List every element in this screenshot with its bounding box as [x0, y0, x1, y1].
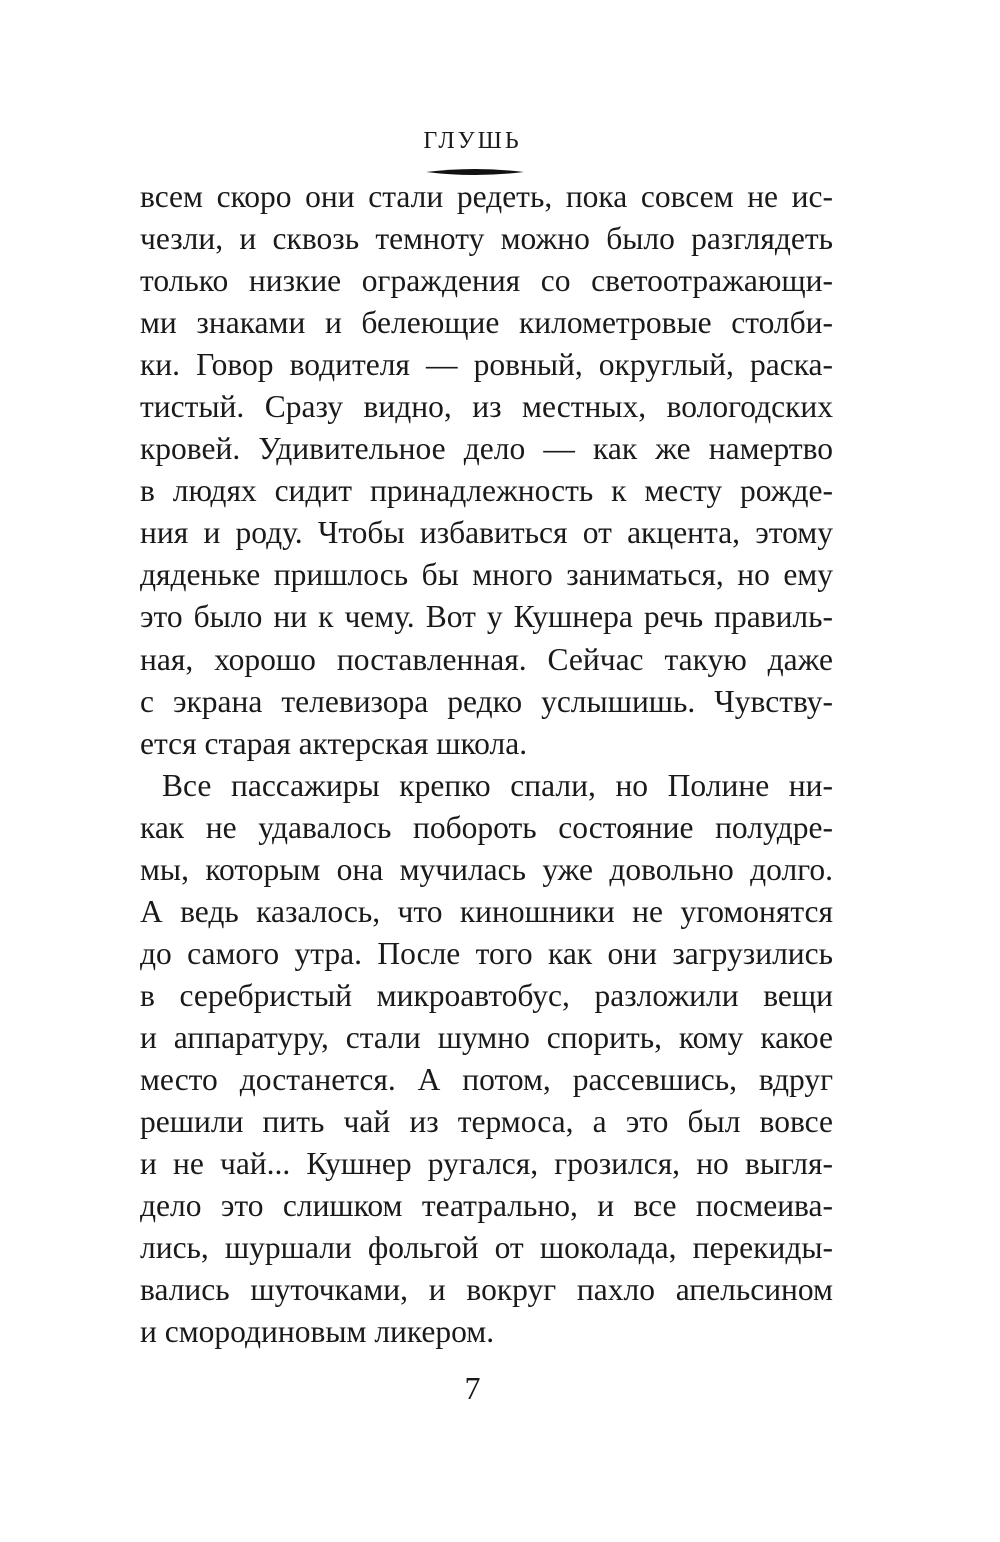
text-line: место достанется. А потом, рассевшись, вдруг — [140, 1061, 833, 1097]
text-line: и смородиновым ликером. — [140, 1314, 495, 1350]
text-line: ния и роду. Чтобы избавиться от акцента, этому — [140, 515, 833, 551]
text-line: ется старая актерская школа. — [140, 725, 528, 761]
text-line: ки. Говор водителя — ровный, округлый, раска- — [140, 347, 833, 383]
text-line: как не удавалось побороть состояние полудре- — [140, 809, 833, 845]
text-line: всем скоро они стали редеть, пока совсем не ис- — [140, 179, 833, 214]
text-line: до самого утра. После того как они загрузились — [140, 935, 833, 971]
text-line: лись, шуршали фольгой от шоколада, перекиды- — [140, 1230, 833, 1266]
text-line: дяденьке пришлось бы много заниматься, но ему — [140, 557, 833, 593]
text-line: только низкие ограждения со светоотражающи- — [140, 263, 833, 299]
text-line: вались шуточками, и вокруг пахло апельсином — [140, 1272, 833, 1308]
text-line: чезли, и сквозь темноту можно было разглядеть — [140, 221, 833, 257]
text-line: и аппаратуру, стали шумно спорить, кому какое — [140, 1019, 833, 1055]
text-line: мы, которым она мучилась уже довольно долго. — [140, 851, 833, 887]
text-line: в людях сидит принадлежность к месту рожде- — [140, 473, 833, 509]
text-line: ная, хорошо поставленная. Сейчас такую даже — [140, 641, 833, 677]
text-line: тистый. Сразу видно, из местных, вологодских — [140, 389, 833, 425]
text-line: и не чай... Кушнер ругался, грозился, но выгля- — [140, 1146, 833, 1182]
text-line: А ведь казалось, что киношники не угомонятся — [140, 893, 833, 929]
text-line: ми знаками и белеющие километровые столби- — [140, 305, 833, 341]
text-line: с экрана телевизора редко услышишь. Чувству- — [140, 683, 833, 719]
text-line: в серебристый микроавтобус, разложили вещи — [140, 977, 833, 1013]
text-line: Все пассажиры крепко спали, но Полине ни- — [162, 767, 833, 803]
running-header: ГЛУШЬ — [423, 128, 522, 154]
text-line: это было ни к чему. Вот у Кушнера речь правиль- — [140, 599, 833, 635]
body-text — [140, 176, 833, 1353]
text-line: решили пить чай из термоса, а это был вовсе — [140, 1104, 833, 1140]
text-line: дело это слишком театрально, и все посмеива- — [140, 1188, 833, 1224]
page-number: 7 — [464, 1370, 481, 1406]
text-line: кровей. Удивительное дело — как же намертво — [140, 431, 833, 467]
